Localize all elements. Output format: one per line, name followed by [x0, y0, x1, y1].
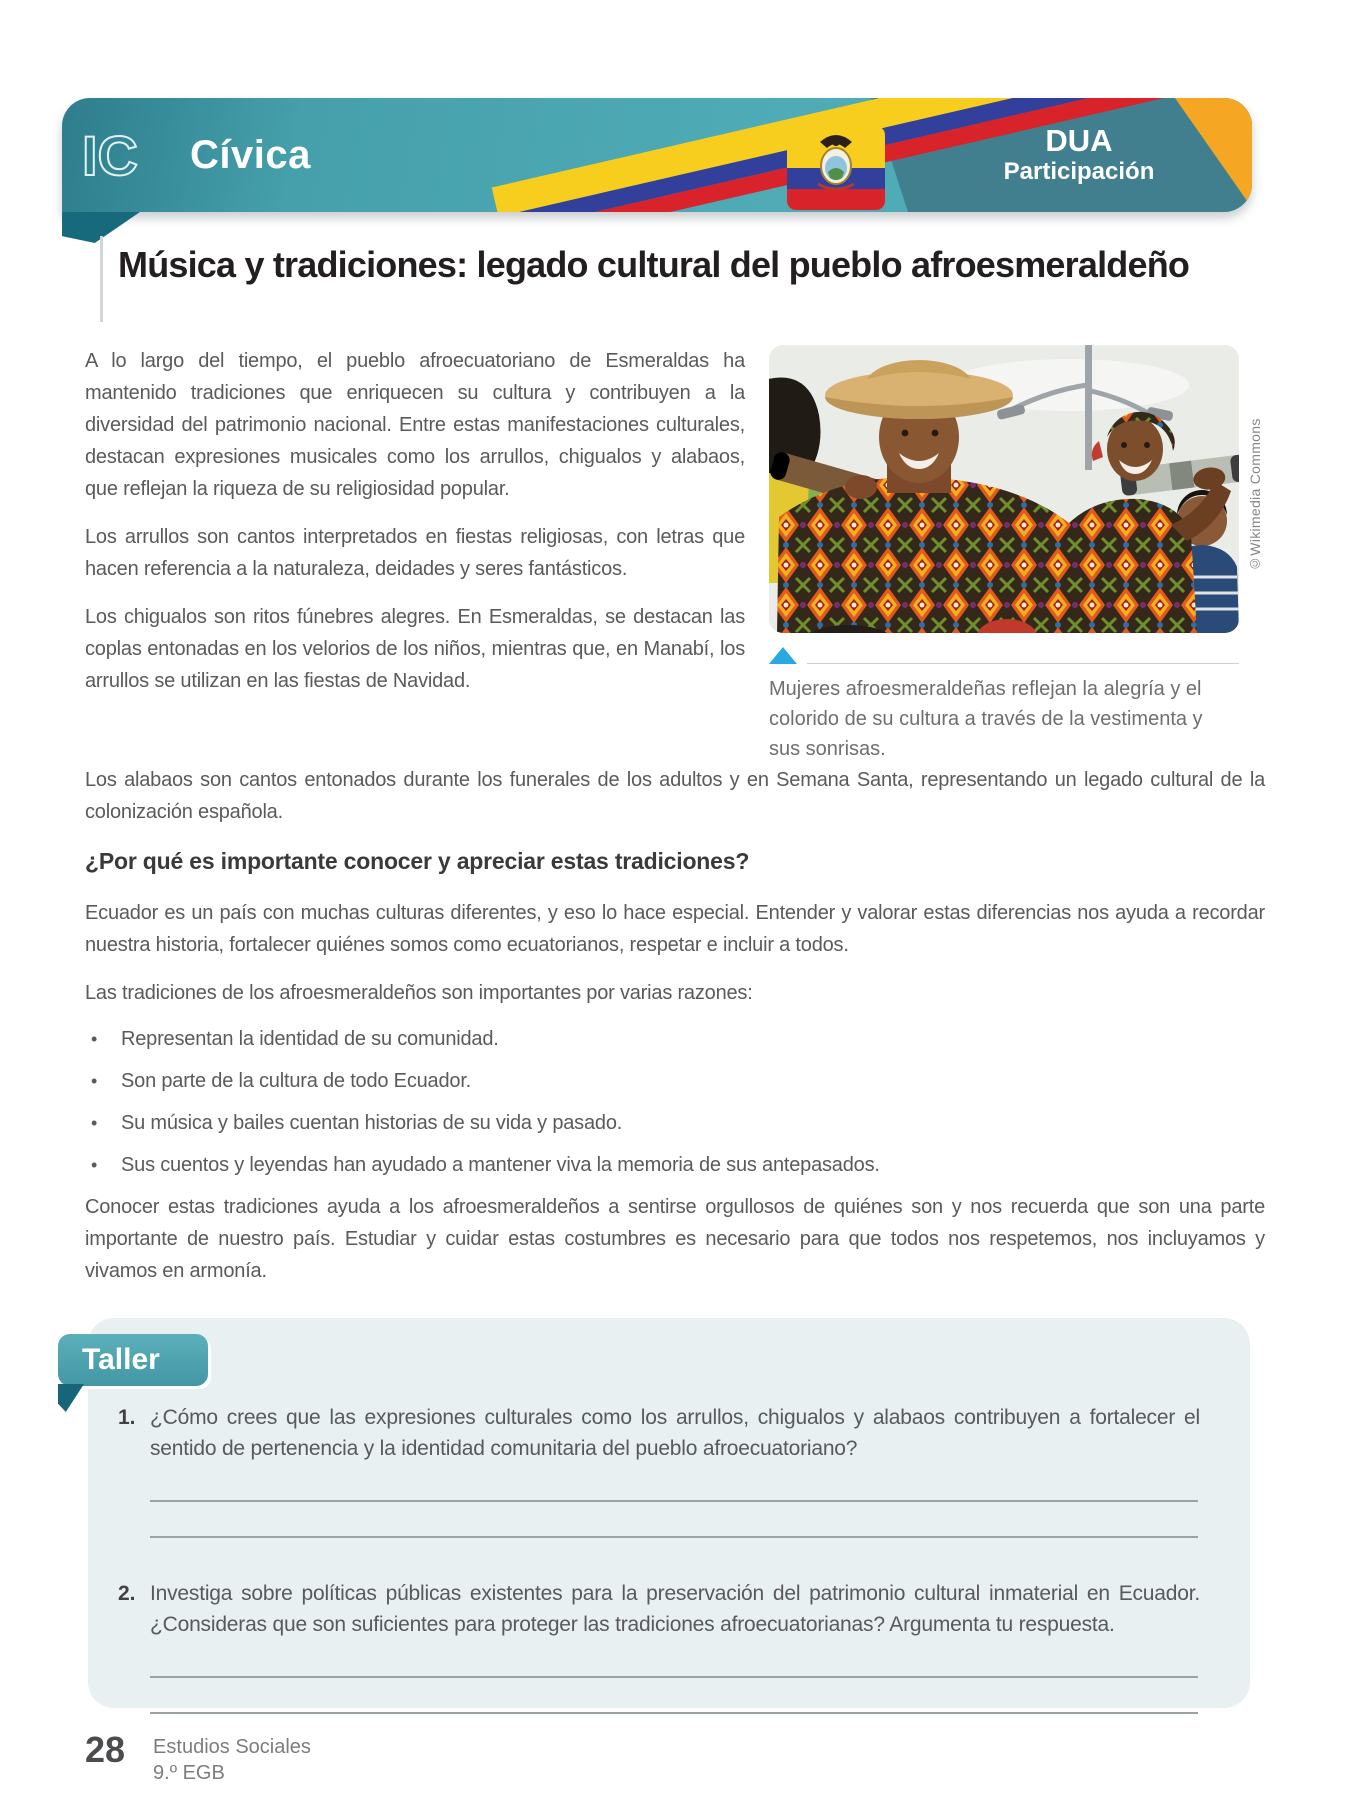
- photo-credit: ©Wikimedia Commons: [1247, 418, 1263, 572]
- dua-badge-title: DUA: [1045, 123, 1113, 158]
- dua-badge: [964, 98, 1194, 212]
- question-number: 2.: [118, 1582, 136, 1605]
- answer-line[interactable]: [150, 1676, 1198, 1678]
- photo-afroesmeraldean-women: [769, 345, 1239, 633]
- caption-rule: [807, 663, 1239, 664]
- footer-meta: [153, 1732, 311, 1786]
- list-item: • Representan la identidad de su comunidad.: [85, 1023, 1265, 1055]
- section-heading: ¿Por qué es importante conocer y apreciar estas tradiciones?: [85, 848, 750, 874]
- caption-marker-row: [769, 647, 1239, 664]
- answer-line[interactable]: [150, 1712, 1198, 1714]
- paragraph-full-width: Los alabaos son cantos entonados durante los funerales de los adultos y en Semana Santa, representando un legado cultural de la colonización española.: [85, 769, 1265, 823]
- question-1: [118, 1402, 1206, 1464]
- taller-panel: [82, 1318, 1250, 1708]
- figure-caption: Mujeres afroesmeraldeñas reflejan la alegría y el colorido de su cultura a través de la vestimenta y sus sonrisas.: [769, 678, 1203, 760]
- subject-label: Cívica: [190, 132, 311, 177]
- reasons-list: [85, 1023, 1265, 1181]
- list-intro: Las tradiciones de los afroesmeraldeños son importantes por varias razones:: [85, 982, 753, 1004]
- taller-tab: [58, 1334, 208, 1386]
- footer-subject: Estudios Sociales: [153, 1736, 311, 1758]
- page-footer: [85, 1729, 311, 1786]
- question-2: [118, 1578, 1206, 1640]
- page-number: 28: [85, 1729, 126, 1770]
- ic-logo-text: IC: [82, 124, 138, 187]
- paragraph: Ecuador es un país con muchas culturas diferentes, y eso lo hace especial. Entender y valorar estas diferencias nos ayuda a recordar nuestra historia, fortalecer quiénes somos como ecuatorianos, respetar e incluir a todos.: [85, 902, 1265, 956]
- paragraph: A lo largo del tiempo, el pueblo afroecuatoriano de Esmeraldas ha mantenido tradiciones que enriquecen su cultura y contribuyen a la diversidad del patrimonio nacional. Entre estas manifestaciones culturales, destacan expresiones musicales como los arrullos, chigualos y alabaos, que reflejan la riqueza de su religiosidad popular.: [85, 350, 745, 500]
- ecuador-flag-emblem: [787, 126, 885, 210]
- caption-triangle-icon: [769, 647, 797, 664]
- figure-column: [769, 345, 1265, 764]
- article: [85, 345, 1265, 1303]
- question-number: 1.: [118, 1406, 136, 1429]
- closing-paragraph: Conocer estas tradiciones ayuda a los afroesmeraldeños a sentirse orgullosos de quiénes son y nos recuerda que son una parte importante de nuestro país. Estudiar y cuidar estas costumbres es necesario para que todos nos respetemos, nos incluyamos y vivamos en armonía.: [85, 1196, 1265, 1282]
- footer-grade: 9.º EGB: [153, 1762, 225, 1784]
- answer-line[interactable]: [150, 1536, 1198, 1538]
- paragraph: Los chigualos son ritos fúnebres alegres. En Esmeraldas, se destacan las coplas entonadas en los velorios de los niños, mientras que, en Manabí, los arrullos se utilizan en las fiestas de Navidad.: [85, 606, 745, 692]
- ic-logo-icon: [78, 119, 170, 191]
- answer-line[interactable]: [150, 1500, 1198, 1502]
- question-text: ¿Cómo crees que las expresiones culturales como los arrullos, chigualos y alabaos contribuyen a fortalecer el sentido de pertenencia y la identidad comunitaria del pueblo afroecuatoriano?: [150, 1406, 1200, 1460]
- page-title: Música y tradiciones: legado cultural del pueblo afroesmeraldeño: [118, 244, 1190, 285]
- header-band: [62, 98, 1252, 212]
- header-logo-group: [78, 98, 311, 212]
- question-text: Investiga sobre políticas públicas existentes para la preservación del patrimonio cultural inmaterial en Ecuador. ¿Consideras que son suficientes para proteger las tradiciones afroecuatorianas? Argumenta tu respuesta.: [150, 1582, 1200, 1636]
- list-item: • Sus cuentos y leyendas han ayudado a mantener viva la memoria de sus antepasados.: [85, 1149, 1265, 1181]
- list-item: • Su música y bailes cuentan historias de su vida y pasado.: [85, 1107, 1265, 1139]
- list-item: • Son parte de la cultura de todo Ecuador.: [85, 1065, 1265, 1097]
- taller-tab-label: Taller: [82, 1343, 160, 1376]
- article-text-column: [85, 345, 745, 764]
- taller-fold-triangle: [58, 1384, 84, 1412]
- paragraph: Los arrullos son cantos interpretados en fiestas religiosas, con letras que hacen referencia a la naturaleza, deidades y seres fantásticos.: [85, 526, 745, 580]
- dua-badge-subtitle: Participación: [1003, 158, 1155, 185]
- title-accent-line: [100, 236, 103, 322]
